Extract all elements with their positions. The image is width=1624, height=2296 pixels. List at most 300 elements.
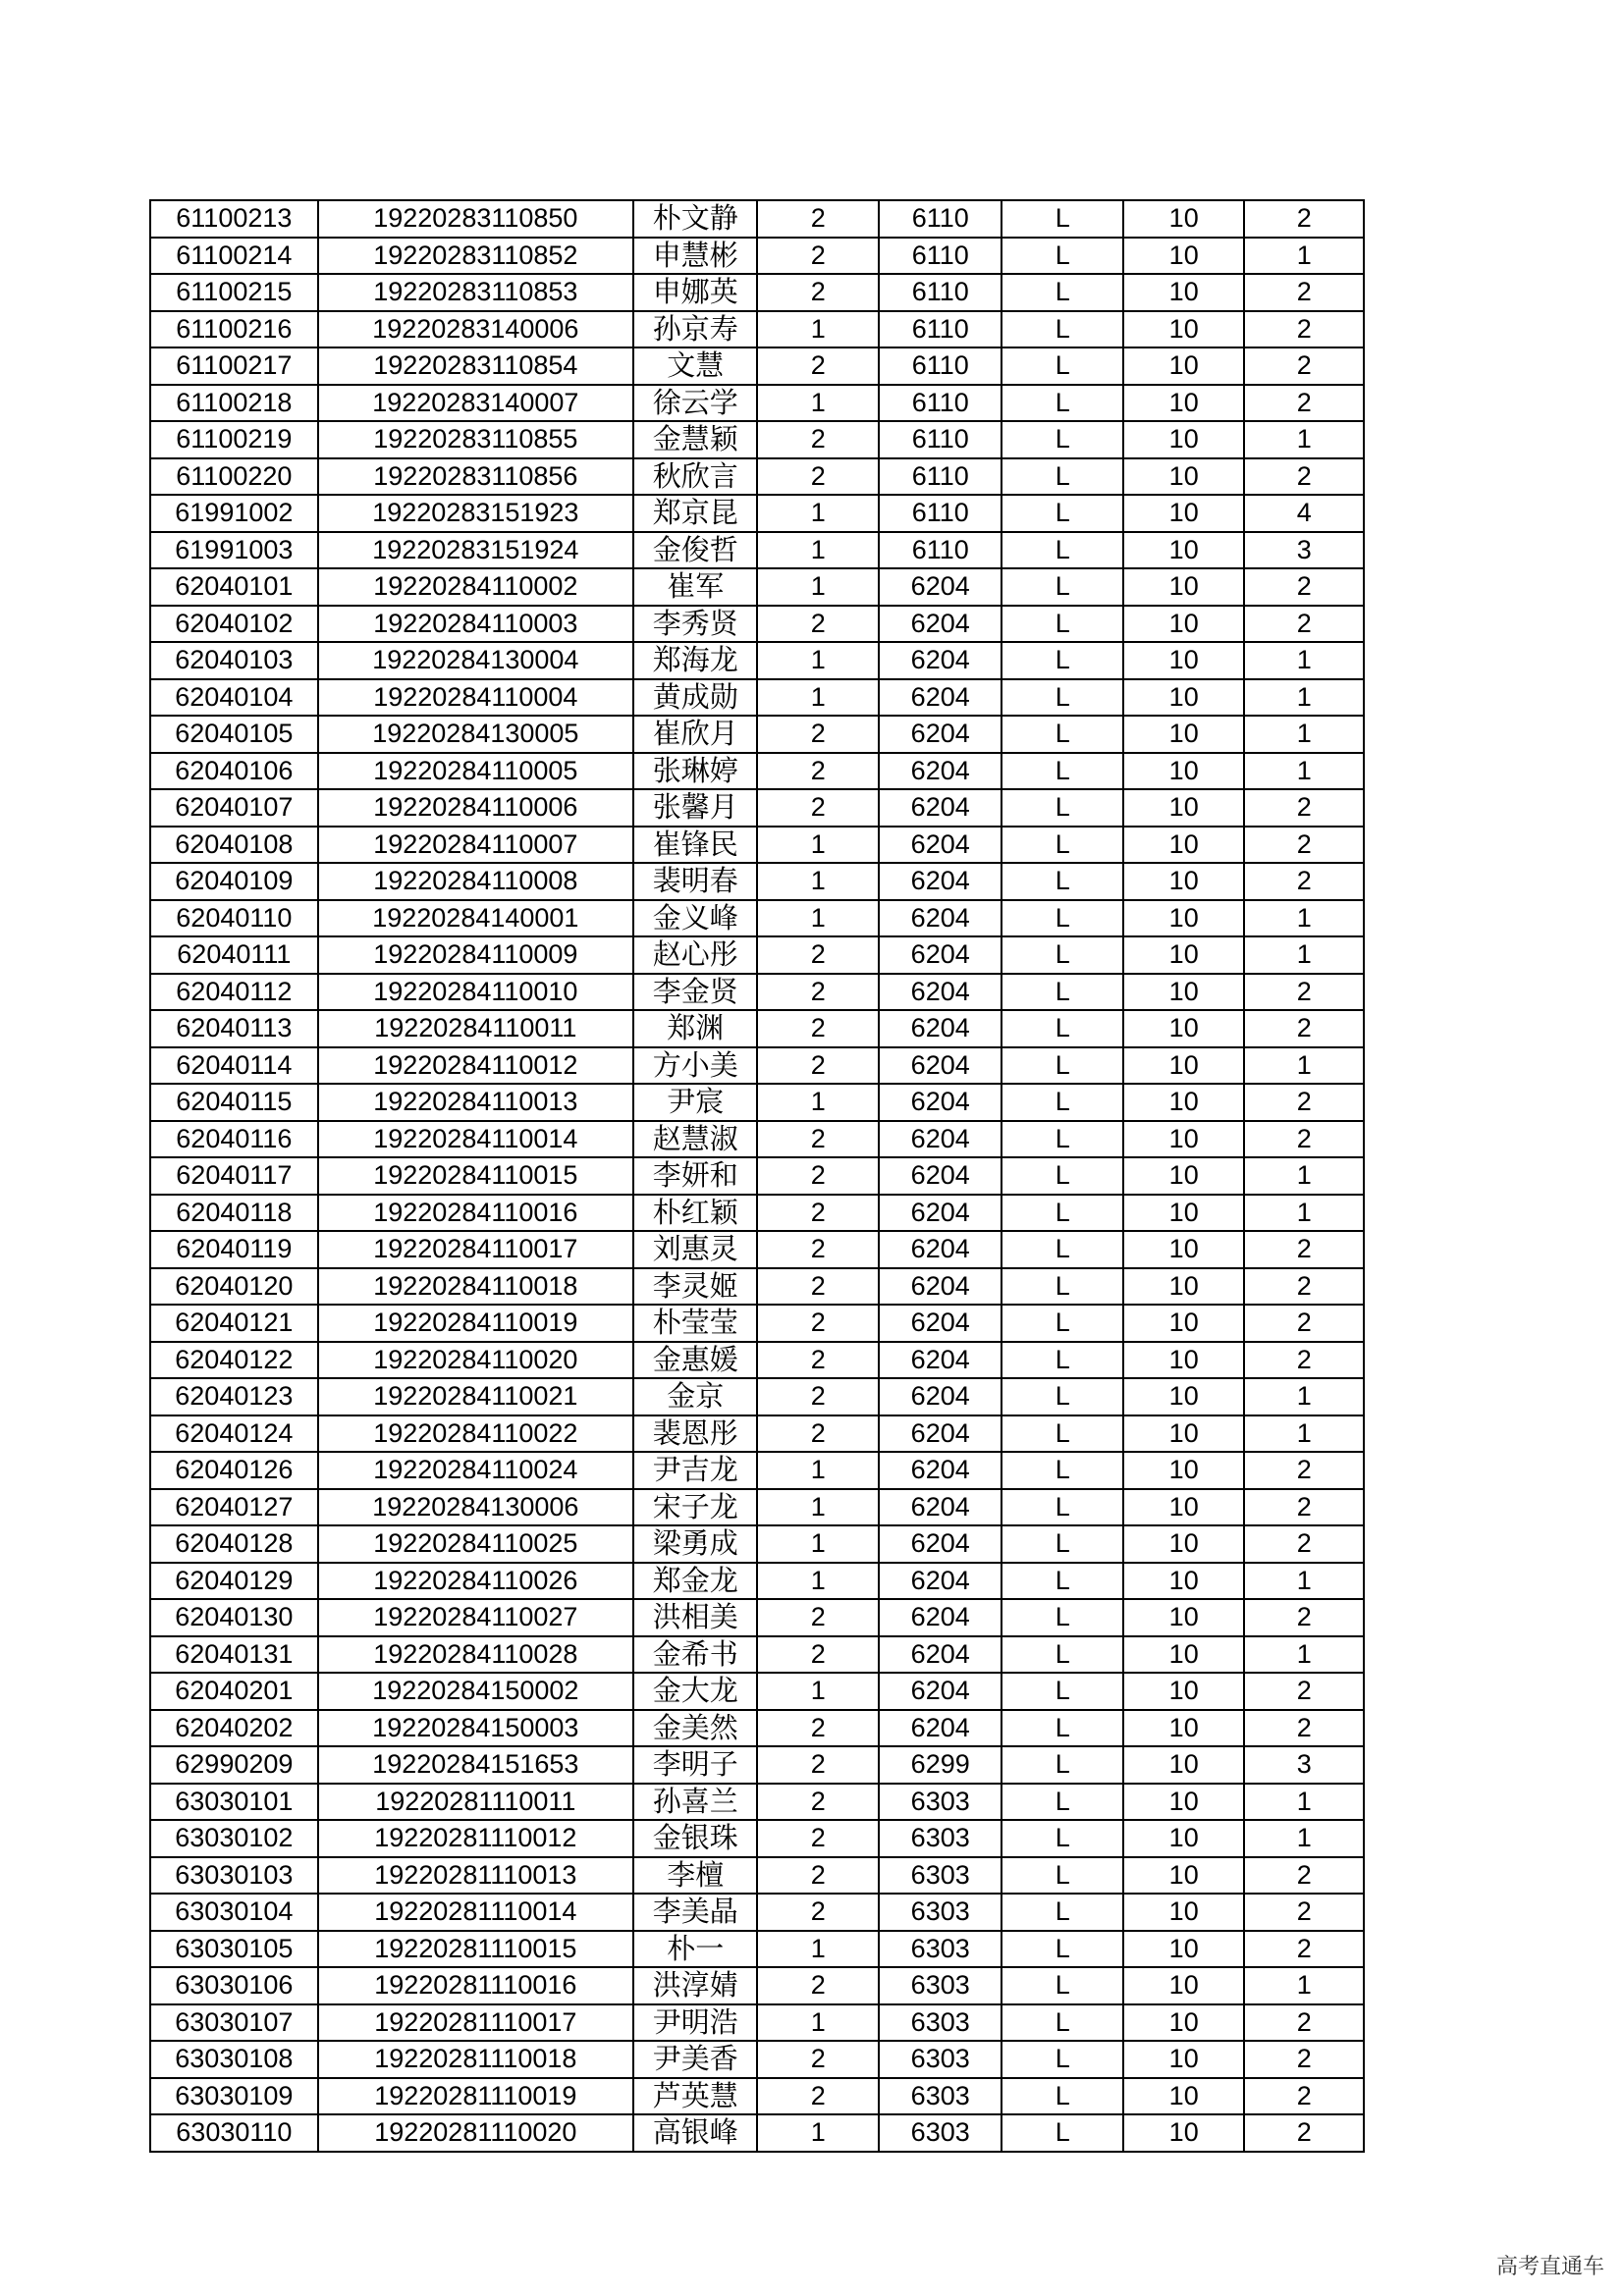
cell-category: L [1001,1121,1122,1158]
cell-category: L [1001,642,1122,679]
cell-value-a: 10 [1123,1563,1244,1600]
cell-gender-code: 2 [757,200,878,238]
cell-name: 洪相美 [633,1599,758,1636]
cell-exam-number: 62040129 [150,1563,318,1600]
cell-name: 李檀 [633,1857,758,1895]
cell-gender-code: 2 [757,1231,878,1268]
table-row [150,1746,1364,1784]
cell-value-b: 1 [1244,1047,1364,1085]
cell-registration-number: 19220281110011 [318,1784,633,1821]
cell-gender-code: 1 [757,1563,878,1600]
cell-gender-code: 2 [757,753,878,790]
table-row [150,1489,1364,1526]
cell-name: 宋子龙 [633,1489,758,1526]
cell-gender-code: 2 [757,1195,878,1232]
cell-category: L [1001,1673,1122,1710]
cell-school-code: 6204 [879,568,1002,606]
cell-value-a: 10 [1123,1195,1244,1232]
cell-value-b: 3 [1244,532,1364,569]
cell-value-a: 10 [1123,1305,1244,1342]
cell-category: L [1001,1157,1122,1195]
cell-registration-number: 19220284110022 [318,1415,633,1453]
cell-exam-number: 62040121 [150,1305,318,1342]
cell-value-a: 10 [1123,679,1244,717]
cell-value-b: 1 [1244,1157,1364,1195]
cell-value-b: 1 [1244,1563,1364,1600]
cell-gender-code: 2 [757,936,878,974]
cell-school-code: 6204 [879,1673,1002,1710]
table-row [150,827,1364,864]
cell-gender-code: 1 [757,1452,878,1489]
cell-category: L [1001,2078,1122,2115]
cell-registration-number: 19220284110013 [318,1084,633,1121]
cell-school-code: 6204 [879,1342,1002,1379]
cell-value-b: 2 [1244,2114,1364,2152]
cell-value-b: 2 [1244,568,1364,606]
cell-gender-code: 2 [757,606,878,643]
cell-school-code: 6110 [879,274,1002,311]
cell-value-a: 10 [1123,1489,1244,1526]
cell-value-b: 1 [1244,1415,1364,1453]
cell-exam-number: 62040104 [150,679,318,717]
cell-value-a: 10 [1123,2004,1244,2042]
cell-category: L [1001,900,1122,937]
table-row [150,568,1364,606]
cell-registration-number: 19220284110009 [318,936,633,974]
cell-value-a: 10 [1123,385,1244,422]
cell-exam-number: 62040111 [150,936,318,974]
cell-registration-number: 19220281110018 [318,2041,633,2078]
cell-value-b: 1 [1244,1967,1364,2004]
table-row [150,274,1364,311]
cell-school-code: 6204 [879,1010,1002,1047]
cell-value-a: 10 [1123,458,1244,496]
cell-category: L [1001,1084,1122,1121]
cell-name: 申慧彬 [633,238,758,275]
table-row [150,863,1364,900]
table-row [150,1525,1364,1563]
table-row [150,1231,1364,1268]
cell-school-code: 6204 [879,863,1002,900]
cell-school-code: 6204 [879,1452,1002,1489]
cell-value-a: 10 [1123,1084,1244,1121]
cell-registration-number: 19220284110018 [318,1268,633,1306]
cell-exam-number: 63030108 [150,2041,318,2078]
cell-value-b: 2 [1244,274,1364,311]
cell-value-b: 4 [1244,495,1364,532]
table-row [150,1599,1364,1636]
cell-gender-code: 2 [757,1378,878,1415]
cell-value-a: 10 [1123,606,1244,643]
cell-registration-number: 19220283110852 [318,238,633,275]
cell-category: L [1001,200,1122,238]
cell-value-b: 2 [1244,2078,1364,2115]
cell-exam-number: 61100218 [150,385,318,422]
table-row [150,900,1364,937]
cell-category: L [1001,1710,1122,1747]
cell-category: L [1001,1599,1122,1636]
cell-school-code: 6204 [879,716,1002,753]
cell-value-b: 2 [1244,789,1364,827]
cell-school-code: 6204 [879,753,1002,790]
cell-category: L [1001,1342,1122,1379]
cell-registration-number: 19220284110017 [318,1231,633,1268]
cell-name: 郑海龙 [633,642,758,679]
cell-gender-code: 2 [757,1010,878,1047]
cell-exam-number: 63030104 [150,1894,318,1931]
cell-value-b: 1 [1244,1378,1364,1415]
cell-name: 金银珠 [633,1820,758,1857]
cell-gender-code: 1 [757,495,878,532]
cell-name: 芦英慧 [633,2078,758,2115]
cell-value-b: 2 [1244,458,1364,496]
cell-name: 尹明浩 [633,2004,758,2042]
cell-category: L [1001,1268,1122,1306]
cell-gender-code: 2 [757,974,878,1011]
table-row [150,1415,1364,1453]
cell-exam-number: 61991003 [150,532,318,569]
table-row [150,679,1364,717]
cell-school-code: 6204 [879,900,1002,937]
cell-category: L [1001,1820,1122,1857]
cell-school-code: 6204 [879,1415,1002,1453]
cell-category: L [1001,347,1122,385]
table-row [150,716,1364,753]
cell-name: 朴莹莹 [633,1305,758,1342]
table-row [150,1673,1364,1710]
cell-registration-number: 19220284130006 [318,1489,633,1526]
cell-exam-number: 62040126 [150,1452,318,1489]
cell-gender-code: 2 [757,716,878,753]
table-row [150,347,1364,385]
cell-name: 金慧颖 [633,421,758,458]
cell-exam-number: 62040102 [150,606,318,643]
cell-value-b: 2 [1244,1121,1364,1158]
cell-exam-number: 61100216 [150,311,318,348]
roster-table [149,199,1365,2153]
cell-gender-code: 2 [757,421,878,458]
table-row [150,2041,1364,2078]
cell-value-b: 2 [1244,1931,1364,1968]
table-row [150,1121,1364,1158]
cell-value-a: 10 [1123,1231,1244,1268]
table-row [150,1820,1364,1857]
cell-value-b: 1 [1244,1195,1364,1232]
cell-name: 崔欣月 [633,716,758,753]
cell-value-a: 10 [1123,1857,1244,1895]
cell-school-code: 6303 [879,1784,1002,1821]
cell-school-code: 6303 [879,2004,1002,2042]
cell-registration-number: 19220284151653 [318,1746,633,1784]
cell-registration-number: 19220284110016 [318,1195,633,1232]
cell-name: 裴明春 [633,863,758,900]
table-row [150,1710,1364,1747]
cell-exam-number: 61100219 [150,421,318,458]
cell-registration-number: 19220284110015 [318,1157,633,1195]
cell-school-code: 6204 [879,1525,1002,1563]
cell-name: 徐云学 [633,385,758,422]
cell-name: 赵慧淑 [633,1121,758,1158]
cell-exam-number: 62040130 [150,1599,318,1636]
cell-school-code: 6204 [879,642,1002,679]
cell-gender-code: 2 [757,1636,878,1674]
cell-gender-code: 1 [757,532,878,569]
cell-value-a: 10 [1123,1121,1244,1158]
cell-school-code: 6204 [879,974,1002,1011]
cell-value-a: 10 [1123,1415,1244,1453]
cell-exam-number: 62040120 [150,1268,318,1306]
cell-gender-code: 2 [757,1710,878,1747]
cell-name: 张馨月 [633,789,758,827]
cell-gender-code: 2 [757,347,878,385]
cell-value-a: 10 [1123,1157,1244,1195]
cell-value-b: 1 [1244,1820,1364,1857]
cell-value-a: 10 [1123,642,1244,679]
cell-name: 崔军 [633,568,758,606]
table-row [150,1010,1364,1047]
cell-exam-number: 62040110 [150,900,318,937]
table-row [150,974,1364,1011]
cell-registration-number: 19220283140007 [318,385,633,422]
cell-exam-number: 61100213 [150,200,318,238]
cell-exam-number: 62040106 [150,753,318,790]
cell-registration-number: 19220284110025 [318,1525,633,1563]
cell-value-a: 10 [1123,238,1244,275]
cell-category: L [1001,532,1122,569]
cell-name: 李妍和 [633,1157,758,1195]
cell-exam-number: 62040116 [150,1121,318,1158]
cell-gender-code: 2 [757,274,878,311]
cell-exam-number: 63030105 [150,1931,318,1968]
cell-school-code: 6204 [879,1084,1002,1121]
cell-registration-number: 19220284110004 [318,679,633,717]
cell-registration-number: 19220284110011 [318,1010,633,1047]
cell-registration-number: 19220283110854 [318,347,633,385]
cell-category: L [1001,974,1122,1011]
cell-category: L [1001,1452,1122,1489]
cell-value-a: 10 [1123,1599,1244,1636]
cell-value-a: 10 [1123,2041,1244,2078]
cell-exam-number: 62040103 [150,642,318,679]
cell-gender-code: 2 [757,2041,878,2078]
cell-exam-number: 62040131 [150,1636,318,1674]
cell-category: L [1001,2041,1122,2078]
cell-exam-number: 62040101 [150,568,318,606]
cell-registration-number: 19220284150002 [318,1673,633,1710]
cell-registration-number: 19220281110020 [318,2114,633,2152]
cell-name: 张琳婷 [633,753,758,790]
cell-exam-number: 62040108 [150,827,318,864]
cell-registration-number: 19220283140006 [318,311,633,348]
cell-exam-number: 62040107 [150,789,318,827]
cell-registration-number: 19220281110013 [318,1857,633,1895]
cell-gender-code: 1 [757,642,878,679]
cell-exam-number: 62040112 [150,974,318,1011]
table-row [150,421,1364,458]
cell-registration-number: 19220284110024 [318,1452,633,1489]
cell-value-b: 1 [1244,936,1364,974]
cell-name: 李金贤 [633,974,758,1011]
cell-value-b: 1 [1244,238,1364,275]
table-row [150,1157,1364,1195]
cell-value-b: 2 [1244,1710,1364,1747]
cell-gender-code: 2 [757,1121,878,1158]
cell-category: L [1001,1305,1122,1342]
cell-registration-number: 19220283110855 [318,421,633,458]
cell-category: L [1001,1784,1122,1821]
cell-value-a: 10 [1123,1820,1244,1857]
cell-value-b: 2 [1244,1599,1364,1636]
cell-gender-code: 1 [757,385,878,422]
table-row [150,1047,1364,1085]
cell-registration-number: 19220284110021 [318,1378,633,1415]
cell-exam-number: 61100217 [150,347,318,385]
cell-school-code: 6204 [879,1636,1002,1674]
cell-category: L [1001,863,1122,900]
cell-value-a: 10 [1123,1636,1244,1674]
cell-name: 金惠媛 [633,1342,758,1379]
cell-name: 孙喜兰 [633,1784,758,1821]
cell-name: 郑京昆 [633,495,758,532]
cell-gender-code: 1 [757,568,878,606]
cell-value-a: 10 [1123,311,1244,348]
cell-registration-number: 19220284140001 [318,900,633,937]
cell-category: L [1001,1489,1122,1526]
cell-school-code: 6204 [879,1710,1002,1747]
table-row [150,1857,1364,1895]
cell-registration-number: 19220283110853 [318,274,633,311]
cell-school-code: 6204 [879,1047,1002,1085]
cell-school-code: 6303 [879,2114,1002,2152]
cell-category: L [1001,1931,1122,1968]
cell-category: L [1001,1378,1122,1415]
cell-value-a: 10 [1123,974,1244,1011]
cell-school-code: 6204 [879,1231,1002,1268]
cell-registration-number: 19220281110019 [318,2078,633,2115]
cell-name: 方小美 [633,1047,758,1085]
cell-exam-number: 62040118 [150,1195,318,1232]
cell-name: 朴文静 [633,200,758,238]
cell-value-a: 10 [1123,1931,1244,1968]
watermark-text: 高考直通车 [1495,2255,1604,2279]
cell-school-code: 6303 [879,1857,1002,1895]
cell-registration-number: 19220284130004 [318,642,633,679]
cell-school-code: 6204 [879,1378,1002,1415]
cell-category: L [1001,385,1122,422]
cell-school-code: 6204 [879,1268,1002,1306]
cell-gender-code: 2 [757,1415,878,1453]
cell-name: 尹美香 [633,2041,758,2078]
cell-name: 秋欣言 [633,458,758,496]
cell-name: 孙京寿 [633,311,758,348]
cell-exam-number: 63030106 [150,1967,318,2004]
cell-gender-code: 1 [757,1525,878,1563]
cell-value-b: 2 [1244,1489,1364,1526]
table-row [150,1452,1364,1489]
table-row [150,1784,1364,1821]
cell-value-a: 10 [1123,789,1244,827]
cell-exam-number: 62040124 [150,1415,318,1453]
cell-exam-number: 61100215 [150,274,318,311]
cell-value-b: 2 [1244,1894,1364,1931]
cell-value-a: 10 [1123,1525,1244,1563]
cell-name: 裴恩彤 [633,1415,758,1453]
cell-name: 梁勇成 [633,1525,758,1563]
cell-name: 文慧 [633,347,758,385]
table-row [150,1563,1364,1600]
cell-value-b: 2 [1244,1010,1364,1047]
cell-exam-number: 63030103 [150,1857,318,1895]
cell-value-b: 2 [1244,385,1364,422]
cell-school-code: 6110 [879,385,1002,422]
cell-category: L [1001,679,1122,717]
cell-school-code: 6303 [879,1820,1002,1857]
cell-value-a: 10 [1123,863,1244,900]
cell-exam-number: 63030107 [150,2004,318,2042]
cell-registration-number: 19220284110002 [318,568,633,606]
table-row [150,1636,1364,1674]
cell-gender-code: 2 [757,1599,878,1636]
cell-category: L [1001,238,1122,275]
cell-school-code: 6303 [879,1894,1002,1931]
cell-gender-code: 1 [757,2114,878,2152]
cell-exam-number: 62040201 [150,1673,318,1710]
cell-category: L [1001,1415,1122,1453]
cell-exam-number: 63030101 [150,1784,318,1821]
cell-name: 赵心彤 [633,936,758,974]
cell-school-code: 6204 [879,606,1002,643]
cell-value-b: 2 [1244,606,1364,643]
cell-category: L [1001,495,1122,532]
cell-value-b: 2 [1244,1342,1364,1379]
cell-name: 李明子 [633,1746,758,1784]
cell-exam-number: 62040119 [150,1231,318,1268]
cell-name: 李秀贤 [633,606,758,643]
cell-registration-number: 19220281110017 [318,2004,633,2042]
cell-category: L [1001,1894,1122,1931]
cell-exam-number: 62040122 [150,1342,318,1379]
cell-gender-code: 1 [757,1489,878,1526]
cell-registration-number: 19220281110016 [318,1967,633,2004]
cell-value-b: 2 [1244,974,1364,1011]
cell-category: L [1001,1195,1122,1232]
cell-registration-number: 19220284150003 [318,1710,633,1747]
cell-value-b: 3 [1244,1746,1364,1784]
table-row [150,1268,1364,1306]
cell-school-code: 6110 [879,532,1002,569]
cell-school-code: 6204 [879,936,1002,974]
cell-registration-number: 19220284110012 [318,1047,633,1085]
cell-value-b: 2 [1244,1857,1364,1895]
cell-value-a: 10 [1123,1710,1244,1747]
cell-category: L [1001,2114,1122,2152]
cell-name: 李灵姬 [633,1268,758,1306]
cell-gender-code: 2 [757,1820,878,1857]
table-row [150,532,1364,569]
table-row [150,458,1364,496]
cell-name: 李美晶 [633,1894,758,1931]
cell-category: L [1001,274,1122,311]
cell-value-a: 10 [1123,1342,1244,1379]
cell-name: 尹吉龙 [633,1452,758,1489]
cell-value-a: 10 [1123,1784,1244,1821]
table-row [150,2078,1364,2115]
cell-gender-code: 2 [757,1894,878,1931]
cell-exam-number: 61991002 [150,495,318,532]
cell-name: 朴一 [633,1931,758,1968]
cell-exam-number: 63030109 [150,2078,318,2115]
cell-exam-number: 62040109 [150,863,318,900]
